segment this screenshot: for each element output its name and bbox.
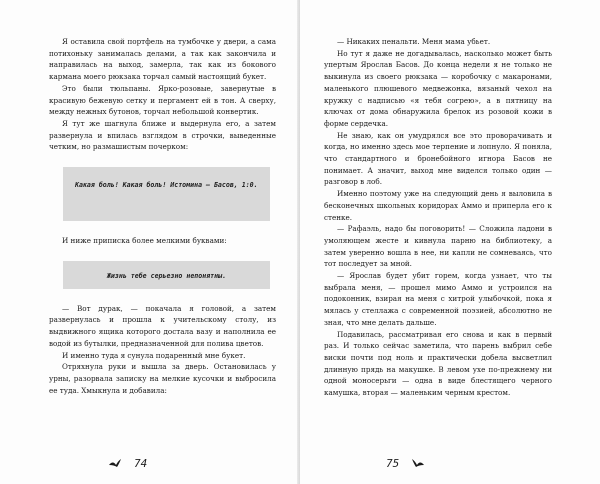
handwritten-postscript-text: Жизнь тебе серьезно непонятны. — [106, 271, 227, 280]
left-page-text — [49, 36, 276, 396]
paragraph: Не знаю, как он умудрялся все это проворачивать и когда, но именно здесь мое терпение и лопнуло. Я поняла, что стандартного и бронебойного игнора Басов не понимает. А значит, выход мне виделся только один — разговор в лоб. — [324, 130, 552, 187]
page-number: 75 — [386, 457, 400, 470]
right-page — [300, 0, 600, 484]
page-number: 74 — [134, 457, 148, 470]
page-footer — [386, 457, 425, 470]
paragraph: Это были тюльпаны. Ярко-розовые, завернутые в красивую бежевую сетку и пергамент ей в тон. А сверху, между нежных бутонов, торчал небольшой конвертик. — [49, 83, 276, 117]
handwritten-note-text: Какая боль! Какая боль! Истомина – Басов, 1:0. — [75, 181, 258, 190]
right-page-text — [324, 36, 552, 399]
paragraph: И именно туда я сунула подаренный мне букет. — [62, 350, 246, 360]
bird-ornament-icon — [407, 458, 425, 470]
handwritten-note-box — [63, 167, 270, 221]
paragraph: И ниже приписка более мелкими буквами: — [62, 236, 227, 246]
paragraph: — Рафаэль, надо бы поговорить! — Сложила ладони в умоляющем жесте и кивнула парню на библиотеку, а затем уверенно вошла в нее, ни капли не сомневаясь, что тот последует за мной. — [324, 224, 552, 269]
paragraph: Я тут же шагнула ближе и выдернула его, а затем развернула и впилась взглядом в строчки, выведенные четким, но размашистым почерком: — [49, 118, 276, 152]
handwritten-postscript-box — [63, 261, 270, 289]
paragraph: — Вот дурак, — покачала я головой, а затем развернулась и прошла к учительскому столу, из выдвижного ящика которого достала вазу и наполнила ее водой из бутылки, предназначенной для полива цветов. — [49, 303, 276, 348]
paragraph: Отряхнула руки и вышла за дверь. Остановилась у урны, разорвала записку на мелкие кусочки и выбросила ее туда. Хмыкнула и добавила: — [49, 362, 276, 395]
paragraph: Именно поэтому уже на следующий день я выловила в бесконечных школьных коридорах Аммо и приперла его к стенке. — [324, 189, 552, 222]
bird-ornament-icon — [108, 458, 126, 470]
paragraph: — Ярослав будет убит горем, когда узнает, что ты выбрала меня, — прошел мимо Аммо и устроился на подоконник, взирая на меня с хитрой улыбочкой, пока я мялась у стеллажа с современной поэзией, абсолютно не зная, что мне делать дальше. — [324, 271, 552, 327]
paragraph: — Никаких пенальти. Меня мама убьет. — [337, 37, 491, 46]
paragraph: Подавилась, рассматривая его снова и как в первый раз. И только сейчас заметила, что парень выбрил себе виски почти под ноль и практически добела высветлил длинную прядь на макушке. В левом ухе по-прежнему ни одной моносерьги — одна в виде блестящего черного камушка, вторая — маленьким черным крестом. — [324, 329, 552, 398]
paragraph: Я оставила свой портфель на тумбочке у двери, а сама потихоньку занималась делами, а так как закончила и направилась на выход, замерла, так как из бокового кармана моего рюкзака торчал самый настоящий букет. — [49, 37, 276, 82]
page-footer — [108, 457, 147, 470]
paragraph: Но тут я даже не догадывалась, насколько может быть упертым Ярослав Басов. До конца недели я не только не выкинула из своего рюкзака — коробочку с макаронами, маленького плюшевого медвежонка, вязаный чехол на кружку с надписью «я тебя согрею», а в пятницу на ключах от дома обнаружила брелок из розовой кожи в форме сердечка. — [324, 48, 552, 128]
